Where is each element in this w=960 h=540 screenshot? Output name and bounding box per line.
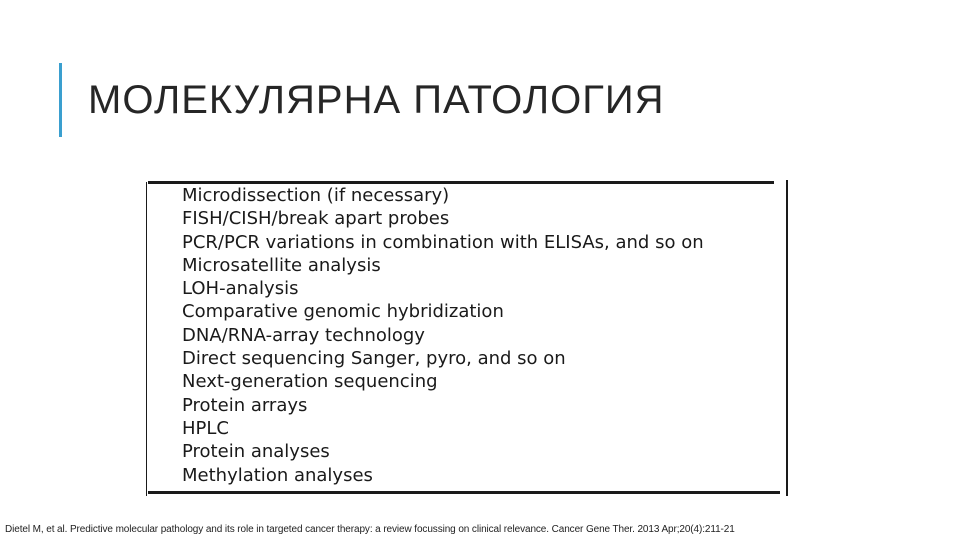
list-item: Direct sequencing Sanger, pyro, and so on xyxy=(182,348,566,370)
list-item: Microsatellite analysis xyxy=(182,254,381,276)
citation-text: Dietel M, et al. Predictive molecular pathology and its role in targeted cancer therapy: a review focussing on clinical relevance. Cancer Gene Ther. 2013 Apr;20(4):211-21 xyxy=(5,524,735,535)
list-item: FISH/CISH/break apart probes xyxy=(182,208,450,230)
list-item: Comparative genomic hybridization xyxy=(182,301,504,323)
table-bottom-rule xyxy=(148,491,780,494)
figure-left-edge xyxy=(146,182,147,496)
list-item: Protein arrays xyxy=(182,394,308,416)
list-item: Next-generation sequencing xyxy=(182,371,438,393)
list-item: Microdissection (if necessary) xyxy=(182,185,450,206)
methods-table-figure xyxy=(141,179,789,498)
list-item: Protein analyses xyxy=(182,441,330,463)
list-item: Methylation analyses xyxy=(182,464,373,486)
slide-title: МОЛЕКУЛЯРНА ПАТОЛОГИЯ xyxy=(88,78,665,122)
list-item: DNA/RNA-array technology xyxy=(182,324,425,346)
list-item: PCR/PCR variations in combination with ELISAs, and so on xyxy=(182,231,704,253)
methods-list xyxy=(182,184,704,487)
figure-right-edge xyxy=(786,180,788,496)
title-accent-bar xyxy=(59,63,62,137)
list-item: LOH-analysis xyxy=(182,278,299,300)
list-item: HPLC xyxy=(182,417,229,439)
